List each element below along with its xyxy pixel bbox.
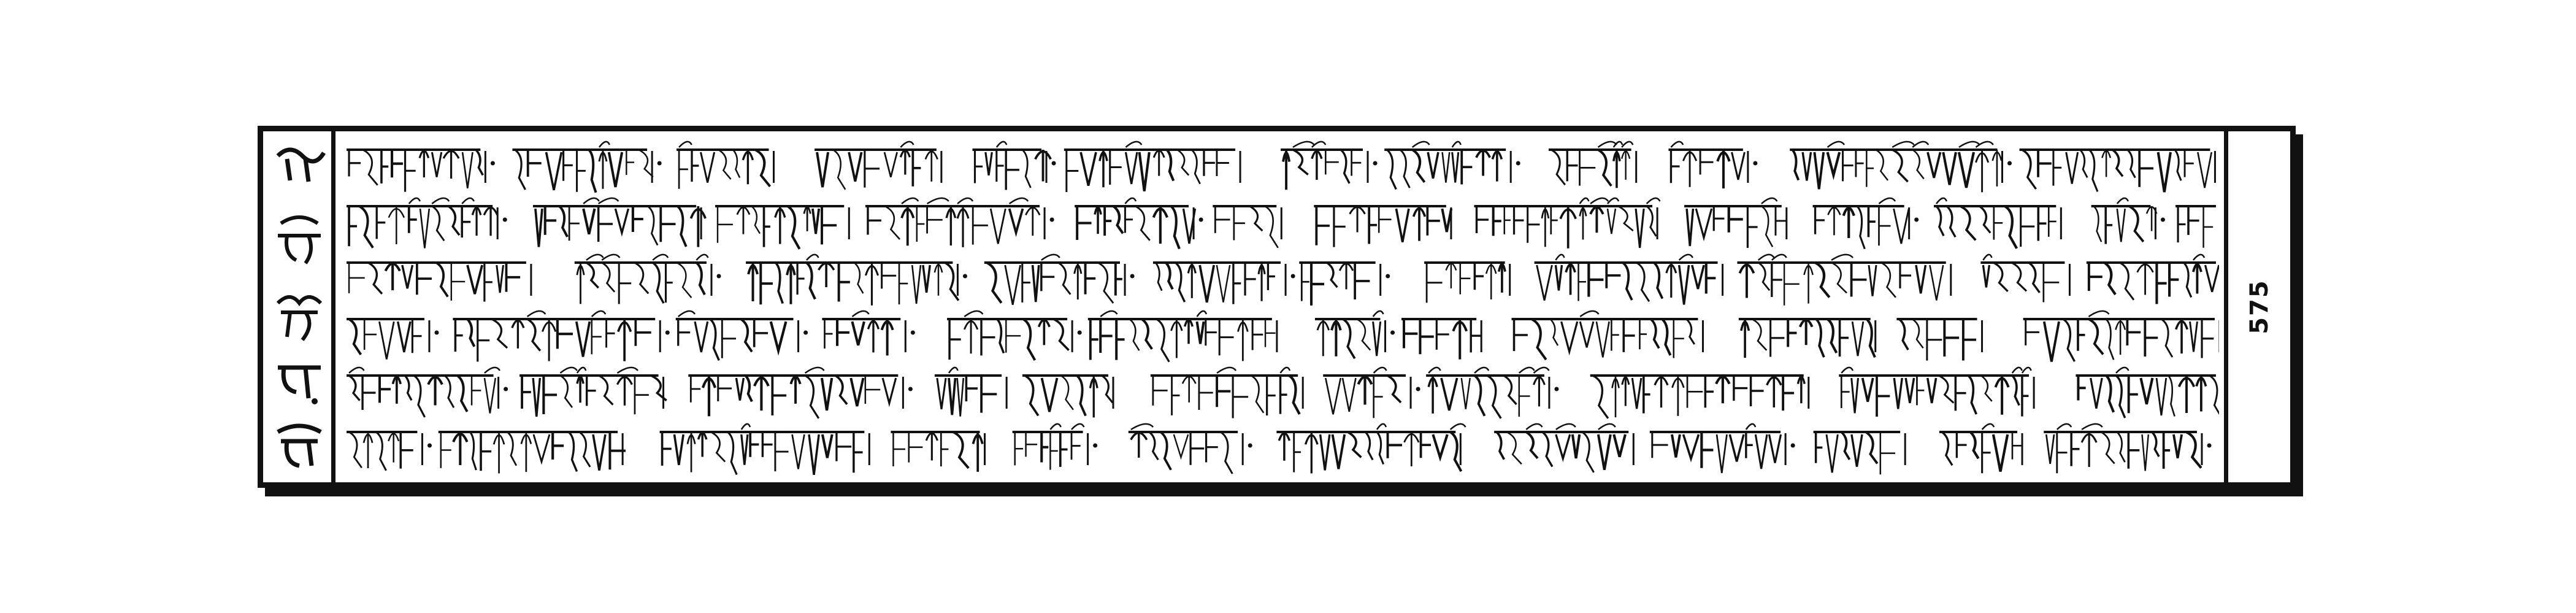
text-line: [342, 364, 2219, 420]
text-line: [342, 195, 2219, 250]
margin-glyph-mark: [272, 288, 327, 343]
margin-glyph-mark: [272, 417, 327, 472]
text-line: [342, 139, 2219, 194]
text-block: [342, 139, 2219, 475]
margin-glyph-mark: [272, 355, 327, 411]
text-line: [342, 308, 2219, 363]
left-margin-panel: [263, 131, 335, 482]
margin-glyph-mark: [272, 137, 327, 193]
pecha-folio: [258, 126, 2296, 488]
page-number: 575: [2245, 279, 2274, 334]
right-margin-panel: [2224, 131, 2290, 482]
text-line: [342, 252, 2219, 307]
text-line: [342, 421, 2219, 476]
margin-glyph-mark: [272, 211, 327, 266]
